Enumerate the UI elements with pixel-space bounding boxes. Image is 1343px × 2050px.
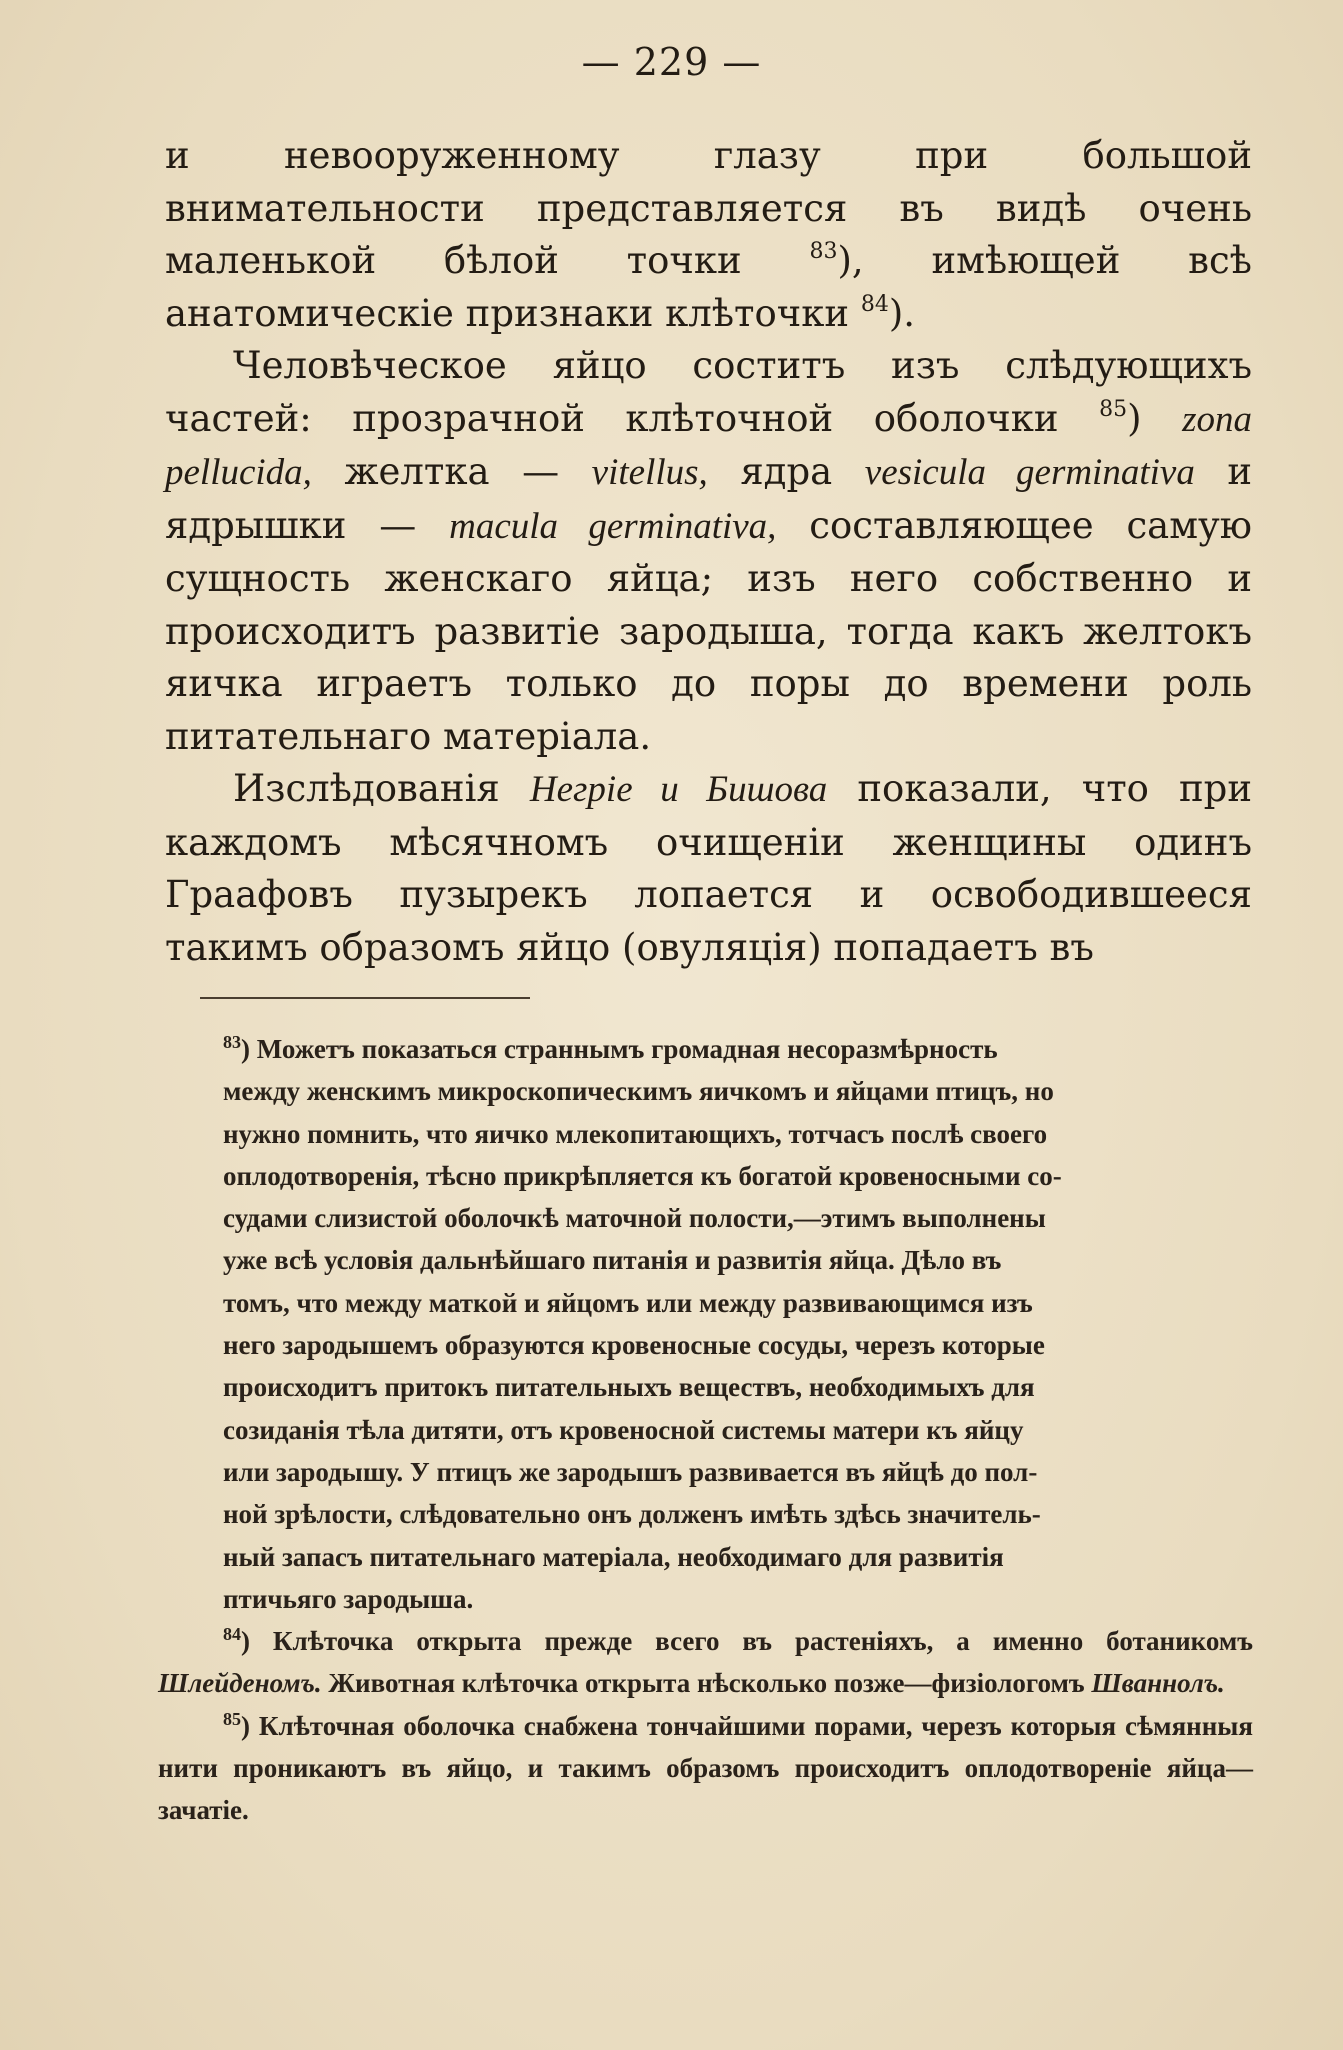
footnote-83-line: созиданія тѣла дитяти, отъ кровеносной системы матери къ яйцу — [223, 1414, 1024, 1445]
footnote-83-body — [158, 1034, 1253, 1620]
footnote-83-line: оплодотворенія, тѣсно прикрѣпляется къ богатой кровеносными со- — [223, 1160, 1062, 1191]
footnote-84-text-a: ) Клѣточка открыта прежде всего въ растеніяхъ, а именно ботаникомъ — [241, 1626, 1253, 1657]
footnote-83 — [158, 1028, 1253, 1620]
footnote-83-line: судами слизистой оболочкѣ маточной полости,—этимъ выполнены — [223, 1203, 1046, 1234]
footnote-83-mark: 83 — [223, 1032, 241, 1052]
footnote-84-name-schleiden: Шлейденомъ. — [158, 1668, 322, 1699]
paragraph-1-text-a: и невооруженному глазу при большой внимательности представляется въ видѣ очень маленькой бѣлой точки — [165, 134, 1252, 282]
paragraph-2-text-b: ) — [1127, 396, 1142, 440]
footnotes — [158, 1028, 1253, 1832]
latin-term-macula-germinativa: macula germinativa, — [449, 505, 777, 547]
page-number: — 229 — — [581, 40, 762, 84]
footnote-83-line: происходитъ притокъ питательныхъ веществъ, необходимыхъ для — [223, 1372, 1035, 1403]
footnote-85-mark: 85 — [223, 1708, 241, 1729]
footnote-83-line: птичьяго зародыша. — [223, 1583, 474, 1614]
footnote-83-line: ) Можетъ показаться страннымъ громадная несоразмѣрность — [241, 1034, 998, 1064]
footnote-83-line: ный запасъ питательнаго матеріала, необходимаго для развитія — [223, 1541, 1004, 1572]
footnote-ref-83[interactable]: 83 — [809, 239, 838, 264]
paragraph-1-text-c: ). — [888, 291, 916, 335]
paragraph-2-text-c: желтка — — [344, 450, 560, 493]
footnote-83-line: уже всѣ условія дальнѣйшаго питанія и развитія яйца. Дѣло въ — [223, 1245, 1002, 1276]
paragraph-2-text-a: Человѣческое яйцо соститъ изъ слѣдующихъ частей: прозрачной клѣточной оболочки — [165, 344, 1252, 440]
footnote-85-text: ) Клѣточная оболочка снабжена тончайшими порами, черезъ которыя сѣмянныя нити проникаютъ въ яйцо, и такимъ образомъ происходитъ оплодотвореніе яйца—зачатіе. — [158, 1710, 1253, 1826]
footnote-83-line: между женскимъ микроскопическимъ яичкомъ и яйцами птицъ, но — [223, 1076, 1054, 1107]
paragraph-2 — [165, 340, 1252, 763]
paragraph-1 — [165, 130, 1252, 340]
footnote-divider — [200, 997, 530, 999]
footnote-83-line: томъ, что между маткой и яйцомъ или между развивающимся изъ — [223, 1287, 1033, 1318]
footnote-83-line: ной зрѣлости, слѣдовательно онъ долженъ имѣть здѣсь значитель- — [223, 1499, 1041, 1530]
footnote-84 — [158, 1620, 1253, 1705]
paragraph-3 — [165, 763, 1252, 974]
latin-term-zona-pellucida: zona pellucida, — [165, 398, 1252, 493]
footnote-83-line: него зародышемъ образуются кровеносные сосуды, черезъ которые — [223, 1330, 1045, 1361]
latin-term-vesicula-germinativa: vesicula germinativa — [864, 452, 1195, 493]
paragraph-2-text-e: и ядрышки — — [165, 450, 1253, 547]
footnote-84-name-schwann: Шваннолъ. — [1091, 1668, 1225, 1699]
paragraph-2-text-f: составляющее самую сущность женскаго яйца; изъ него собственно и происходитъ развитіе зародыша, тогда какъ желтокъ яичка играетъ только до поры до времени роль питательнаго матеріала. — [165, 503, 1252, 758]
footnote-84-text-b: Животная клѣточка открыта нѣсколько позже—физіологомъ — [328, 1668, 1085, 1699]
footnote-84-mark: 84 — [223, 1624, 241, 1645]
footnote-ref-85[interactable]: 85 — [1099, 396, 1128, 422]
paragraph-1-text-b: ), имѣющей всѣ анатомическіе признаки клѣточки — [165, 239, 1252, 335]
footnote-83-line: или зародышу. У птицъ же зародышъ развивается въ яйцѣ до пол- — [223, 1456, 1038, 1487]
paragraph-3-text-b: показали, что при каждомъ мѣсячномъ очищеніи женщины одинъ Граафовъ пузырекъ лопается и освободившееся такимъ образомъ яйцо (овуляція) попадаетъ въ — [165, 767, 1253, 969]
latin-term-vitellus: vitellus, — [591, 452, 708, 493]
main-text — [165, 130, 1252, 974]
footnote-ref-84[interactable]: 84 — [860, 291, 889, 317]
paragraph-2-text-d: ядра — [740, 450, 833, 493]
author-names: Негріе и Бишова — [529, 769, 828, 810]
footnote-83-line: нужно помнить, что яичко млекопитающихъ, тотчасъ послѣ своего — [223, 1118, 1048, 1149]
footnote-85 — [158, 1705, 1253, 1832]
paragraph-3-text-a: Изслѣдованія — [233, 767, 500, 810]
